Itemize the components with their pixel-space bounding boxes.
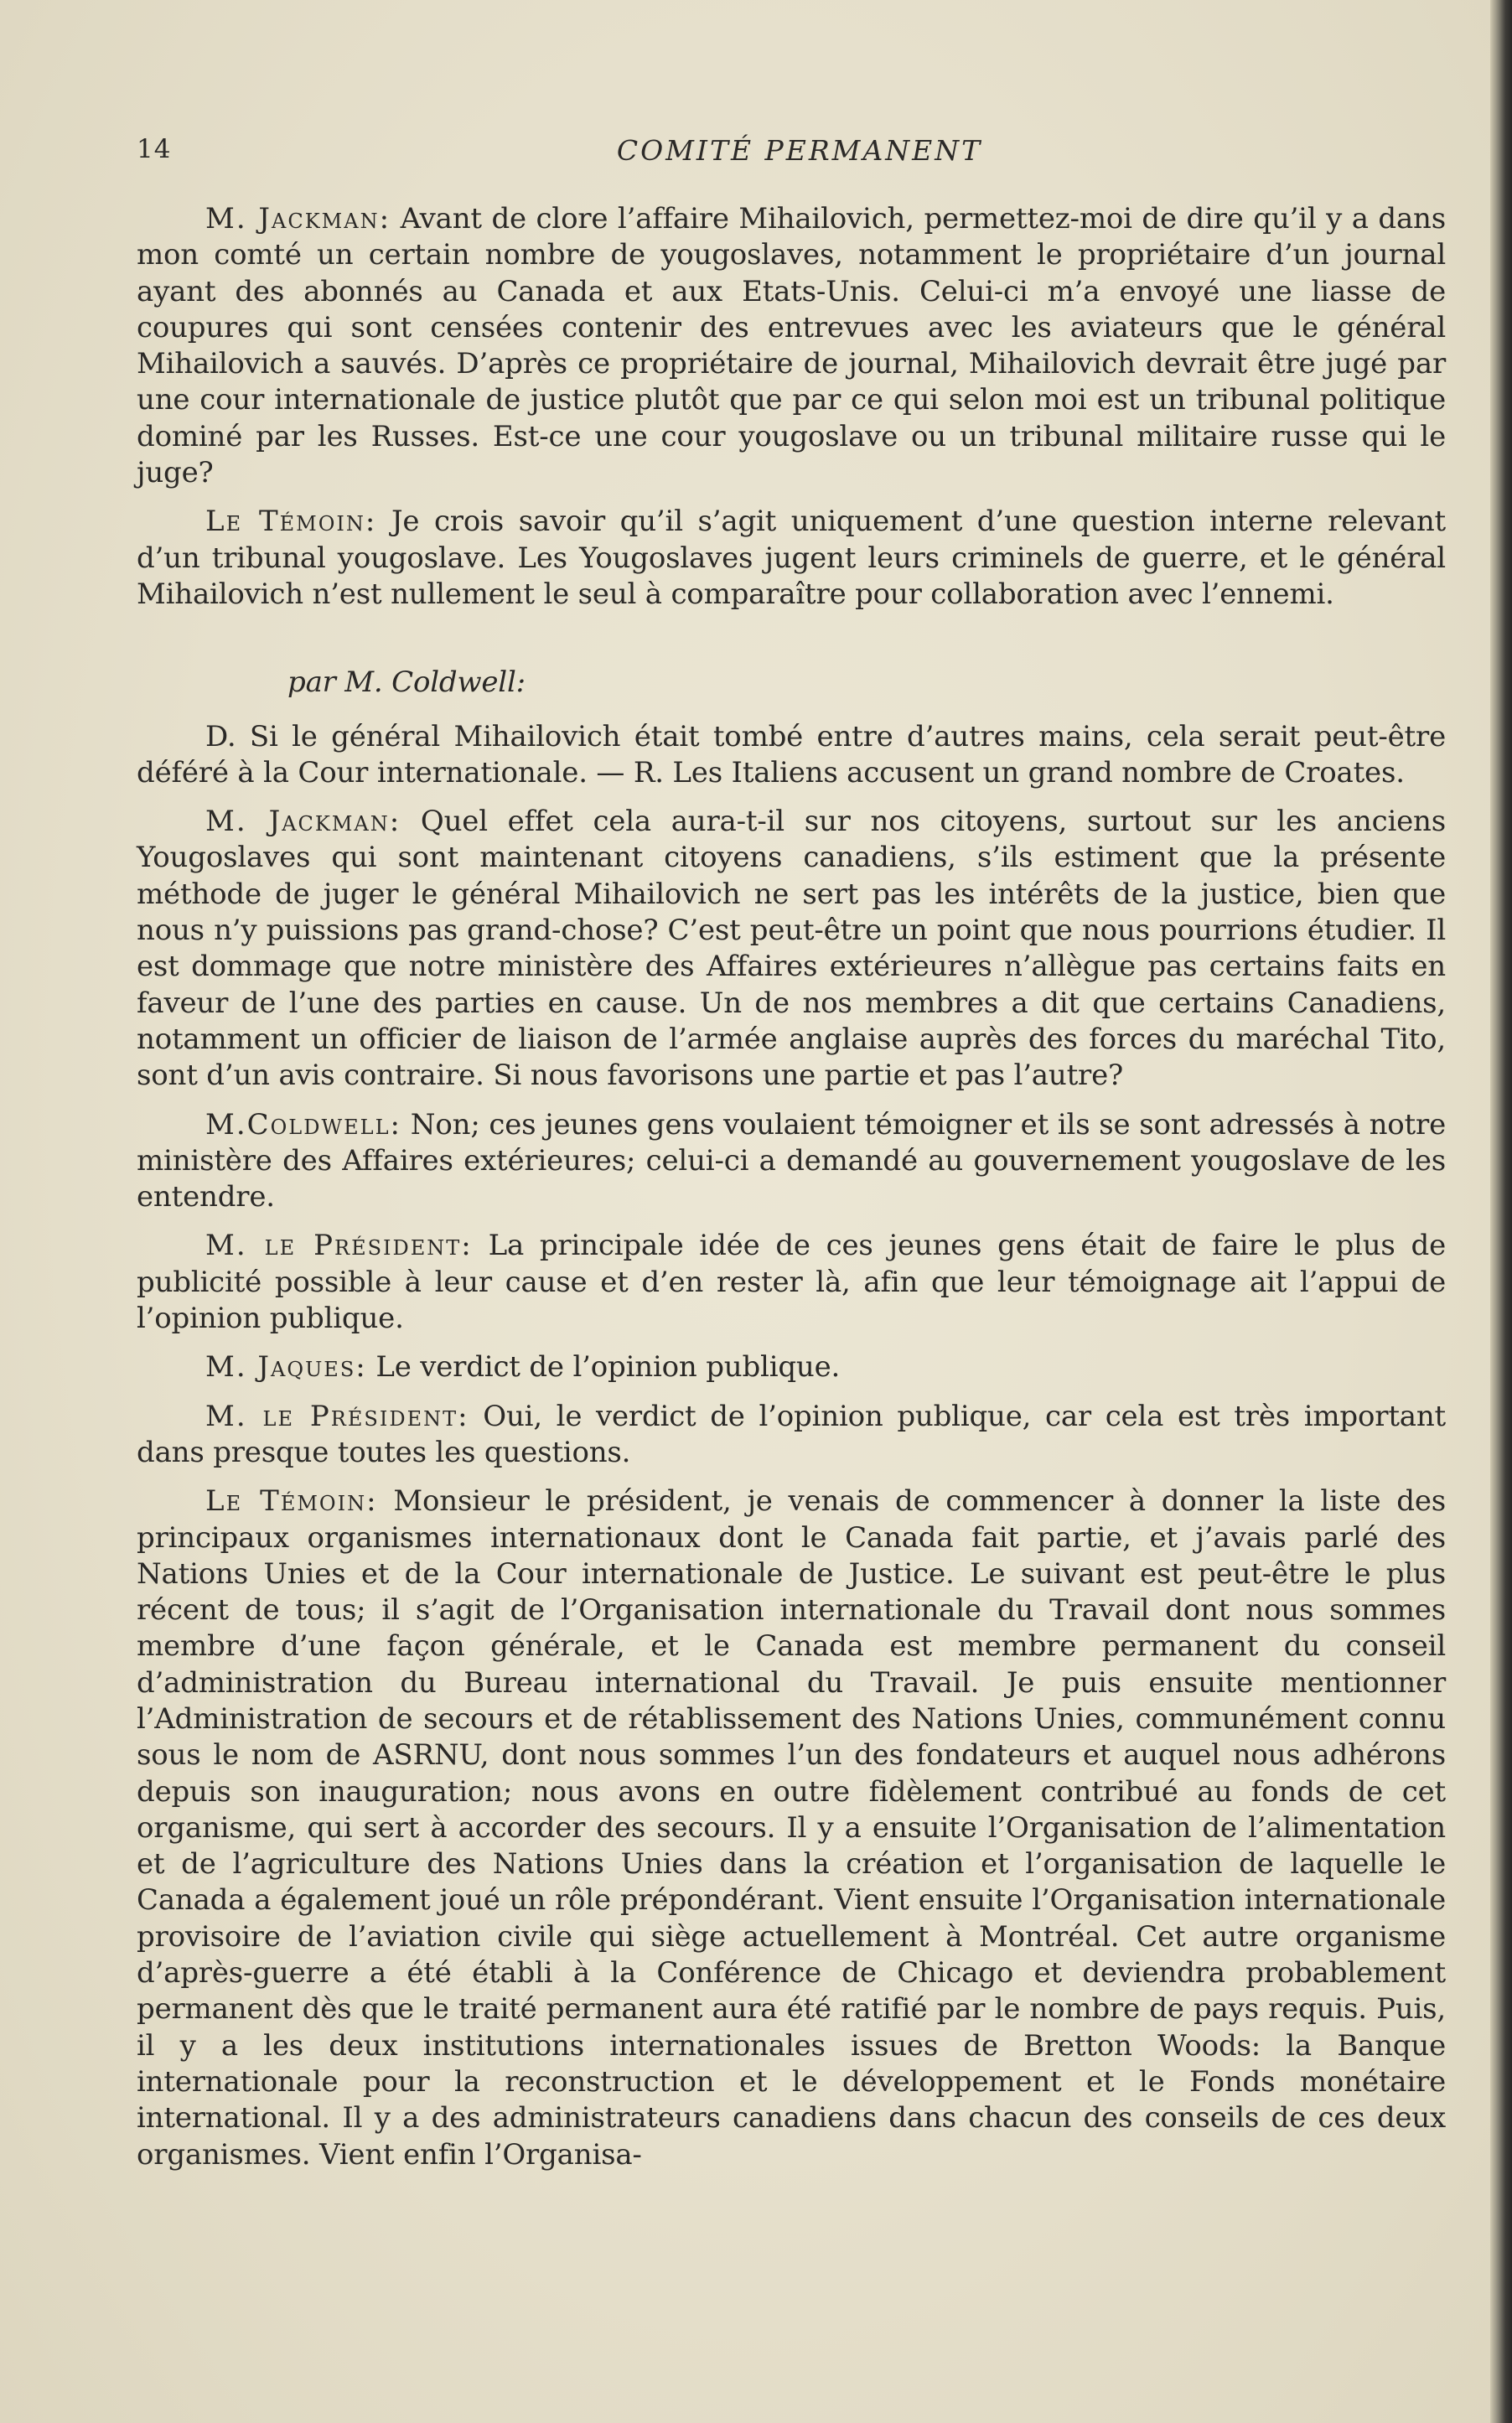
subheading-coldwell <box>137 665 1446 701</box>
speaker-name: M. le Président: <box>205 1229 473 1263</box>
body-text <box>137 201 1446 2186</box>
paragraph-temoin-2 <box>137 1483 1446 2173</box>
page-number: 14 <box>137 134 172 164</box>
paragraph-jackman-1 <box>137 201 1446 491</box>
paragraph-temoin-1 <box>137 504 1446 613</box>
paragraph-text: Le verdict de l’opinion publique. <box>366 1350 841 1385</box>
paragraph-president-2 <box>137 1399 1446 1472</box>
speaker-name: M. Jaques: <box>205 1350 367 1385</box>
paragraph-jaques <box>137 1349 1446 1385</box>
paragraph-question <box>137 719 1446 792</box>
paragraph-text: Je crois savoir qu’il s’agit uniquement d’une question interne relevant d’un tribunal yougoslave. Les Yougoslaves jugent leurs criminels de guerre, et le général Mihailovich n’est nullement le seul à comparaître pour collaboration avec l’ennemi. <box>137 505 1446 611</box>
paragraph-text: Oui, le verdict de l’opinion publique, car cela est très important dans presque toutes les questions. <box>137 1399 1447 1469</box>
speaker-name: Le Témoin: <box>205 505 377 539</box>
paragraph-text: D. Si le général Mihailovich était tombé entre d’autres mains, cela serait peut-être déféré à la Cour internationale. — R. Les Italiens accusent un grand nombre de Croates. <box>137 719 1446 790</box>
speaker-name: Le Témoin: <box>205 1484 378 1519</box>
speaker-name: M.Coldwell: <box>205 1107 402 1142</box>
paragraph-coldwell <box>137 1107 1446 1216</box>
paragraph-text: Avant de clore l’affaire Mihailovich, permettez-moi de dire qu’il y a dans mon comté un certain nombre de yougoslaves, notamment le propriétaire d’un journal ayant des abonnés au Canada et aux Etats-Unis. Celui-ci m’a envoyé une liasse de coupures qui sont censées contenir des entrevues avec les aviateurs que le général Mihailovich a sauvés. D’après ce propriétaire de journal, Mihailovich devrait être jugé par une cour internationale de justice plutôt que par ce qui selon moi est un tribunal politique dominé par les Russes. Est-ce une cour yougoslave ou un tribunal militaire russe qui le juge? <box>137 202 1446 490</box>
running-head <box>137 134 1446 171</box>
speaker-name: M. Jackman: <box>205 805 401 839</box>
page-edge-shadow <box>1490 0 1512 2423</box>
paragraph-jackman-2 <box>137 804 1446 1094</box>
subheading-text: par M. Coldwell: <box>287 665 526 700</box>
paragraph-text: Non; ces jeunes gens voulaient témoigner et ils se sont adressés à notre ministère des Affaires extérieures; celui-ci a demandé au gouvernement yougoslave de les entendre. <box>137 1107 1446 1214</box>
paragraph-president-1 <box>137 1228 1446 1337</box>
paragraph-text: Monsieur le président, je venais de commencer à donner la liste des principaux organismes internationaux dont le Canada fait partie, et j’avais parlé des Nations Unies et de la Cour internationale de Justice. Le suivant est peut-être le plus récent de tous; il s’agit de l’Organisation internationale du Travail dont nous sommes membre d’une façon générale, et le Canada est membre permanent du conseil d’administration du Bureau international du Travail. Je puis ensuite mentionner l’Administration de secours et de rétablissement des Nations Unies, communément connu sous le nom de ASRNU, dont nous sommes l’un des fondateurs et auquel nous adhérons depuis son inauguration; nous avons en outre fidèlement contribué au fonds de cet organisme, qui sert à accorder des secours. Il y a ensuite l’Organisation de l’alimentation et de l’agriculture des Nations Unies dans la création et l’organisation de laquelle le Canada a également joué un rôle prépondérant. Vient ensuite l’Organisation internationale provisoire de l’aviation civile qui siège actuellement à Montréal. Cet autre organisme d’après-guerre a été établi à la Conférence de Chicago et deviendra probablement permanent dès que le traité permanent aura été ratifié par le nombre de pays requis. Puis, il y a les deux institutions internationales issues de Bretton Woods: la Banque internationale pour la reconstruction et le développement et le Fonds monétaire international. Il y a des administrateurs canadiens dans chacun des conseils de ces deux organismes. Vient enfin l’Organisa- <box>137 1484 1446 2172</box>
speaker-name: M. Jackman: <box>205 202 391 236</box>
page-title: COMITÉ PERMANENT <box>616 134 983 167</box>
paragraph-text: Quel effet cela aura-t-il sur nos citoyens, surtout sur les anciens Yougoslaves qui sont maintenant citoyens canadiens, s’ils estiment que la présente méthode de juger le général Mihailovich ne sert pas les intérêts de la justice, bien que nous n’y puissions pas grand-chose? C’est peut-être un point que nous pourrions étudier. Il est dommage que notre ministère des Affaires extérieures n’allègue pas certains faits en faveur de l’une des parties en cause. Un de nos membres a dit que certains Canadiens, notamment un officier de liaison de l’armée anglaise auprès des forces du maréchal Tito, sont d’un avis contraire. Si nous favorisons une partie et pas l’autre? <box>137 805 1447 1093</box>
speaker-name: M. le Président: <box>205 1399 469 1433</box>
paragraph-text: La principale idée de ces jeunes gens était de faire le plus de publicité possible à leur cause et d’en rester là, afin que leur témoignage ait l’appui de l’opinion publique. <box>137 1229 1446 1336</box>
